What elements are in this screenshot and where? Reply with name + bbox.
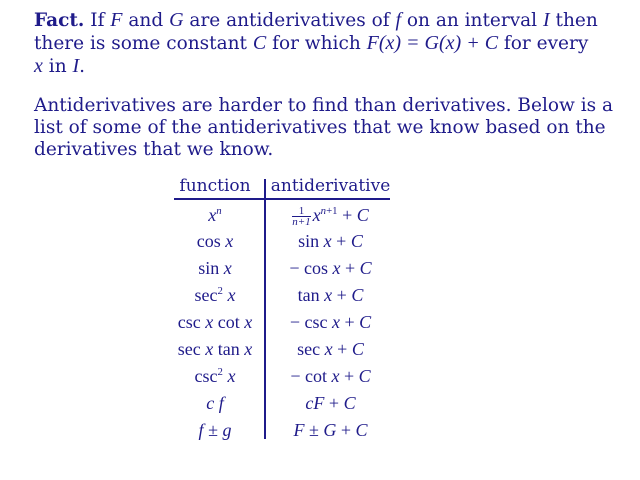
fact-equation: F(x) = G(x) + C [366,32,499,54]
table-row-antiderivative: tan x + C [297,285,364,305]
table-row-function: sin x [198,258,232,278]
fact-text: and [122,10,170,31]
var-x: x [34,55,43,77]
fraction: $\frac{1}{n+1}$ [292,205,311,229]
table-row-antiderivative: $\frac{1}{n+1}$ $x^{n+1} + C$ [292,205,369,229]
fact-text: for every [498,33,589,54]
var-I: I [542,9,550,31]
fact-text: on an interval [401,10,543,31]
var-f: f [395,9,401,31]
fact-text: are antiderivatives of [183,10,396,31]
table-row-function: f ± g [198,420,232,440]
fact-text: If [84,10,111,31]
table-row-antiderivative: sec x + C [297,339,364,359]
table-row-antiderivative: cF + C [305,393,356,413]
var-I: I [72,55,80,77]
table-row-antiderivative: − cos x + C [289,258,372,278]
table-row-antiderivative: − csc x + C [289,312,372,332]
table-row-antiderivative: F ± G + C [293,420,368,440]
table-header-rule [174,198,390,200]
var-F: F [110,9,123,31]
intro-paragraph: Antiderivatives are harder to find than derivatives. Below is a list of some of the antiderivatives that we know based on the derivatives that we know. [34,95,614,160]
fact-text: for which [266,33,367,54]
table-row-function: csc x cot x [177,312,253,332]
fact-label: Fact. [34,10,85,31]
table-row-antiderivative: sin x + C [298,231,363,251]
table-row-function: sec x tan x [177,339,253,359]
table-row-function: $\csc^2 x$ [194,366,236,386]
fact-text: in [42,56,73,77]
fact-paragraph [34,9,624,78]
table-row-antiderivative: − cot x + C [290,366,371,386]
table-row-function: $\sec^2 x$ [194,285,236,305]
fact-text: . [79,56,86,77]
table-row-function: c f [206,393,224,413]
fact-text: then there is some constant [34,10,598,54]
header-antiderivative: antiderivative [270,176,391,196]
var-C: C [252,32,267,54]
var-G: G [169,9,184,31]
table-row-function: cos x [196,231,234,251]
header-function: function [179,176,251,196]
table-row-function: $x^n$ [208,205,222,225]
